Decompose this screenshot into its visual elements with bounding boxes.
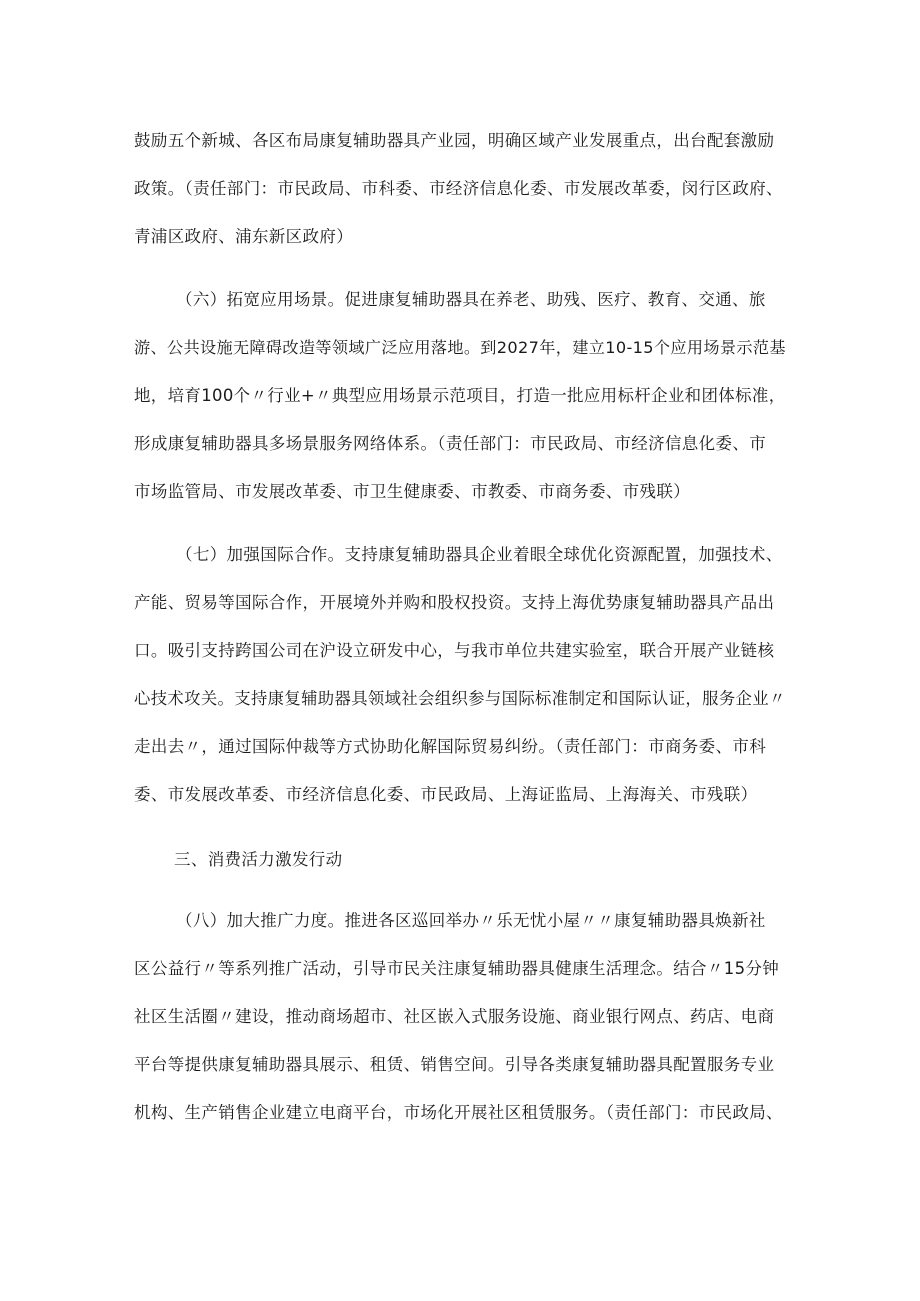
text-line: 市场监管局、市发展改革委、市卫生健康委、市教委、市商务委、市残联）: [134, 482, 691, 501]
text-line: 鼓励五个新城、各区布局康复辅助器具产业园，明确区域产业发展重点，出台配套激励: [134, 131, 775, 150]
text-line: 地，培育100个〃行业+〃典型应用场景示范项目，打造一批应用标杆企业和团体标准，: [134, 386, 786, 405]
text-line: 形成康复辅助器具多场景服务网络体系。（责任部门：市民政局、市经济信息化委、市: [134, 434, 767, 453]
text-line: 走出去〃，通过国际仲裁等方式协助化解国际贸易纠纷。（责任部门：市商务委、市科: [134, 737, 767, 756]
text-line: 平台等提供康复辅助器具展示、租赁、销售空间。引导各类康复辅助器具配置服务专业: [134, 1055, 775, 1074]
section-heading: 三、消费活力激发行动: [174, 850, 343, 869]
text-line: （七）加强国际合作。支持康复辅助器具企业着眼全球优化资源配置，加强技术、: [176, 545, 783, 564]
text-line: （八）加大推广力度。推进各区巡回举办〃乐无忧小屋〃〃康复辅助器具焕新社: [176, 911, 766, 930]
text-line: 社区生活圈〃建设，推动商场超市、社区嵌入式服务设施、商业银行网点、药店、电商: [134, 1007, 775, 1026]
text-line: 区公益行〃等系列推广活动，引导市民关注康复辅助器具健康生活理念。结合〃15分钟: [134, 959, 780, 978]
text-line: 心技术攻关。支持康复辅助器具领域社会组织参与国际标准制定和国际认证，服务企业〃: [134, 689, 786, 708]
text-line: 政策。（责任部门：市民政局、市科委、市经济信息化委、市发展改革委，闵行区政府、: [134, 179, 783, 198]
text-line: 机构、生产销售企业建立电商平台，市场化开展社区租赁服务。（责任部门：市民政局、: [134, 1103, 783, 1122]
text-line: 游、公共设施无障碍改造等领域广泛应用落地。到2027年，建立10-15个应用场景示范基: [134, 338, 786, 357]
text-line: 青浦区政府、浦东新区政府）: [134, 227, 354, 246]
text-line: 产能、贸易等国际合作，开展境外并购和股权投资。支持上海优势康复辅助器具产品出: [134, 593, 775, 612]
text-line: （六）拓宽应用场景。促进康复辅助器具在养老、助残、医疗、教育、交通、旅: [176, 290, 766, 309]
text-line: 委、市发展改革委、市经济信息化委、市民政局、上海证监局、上海海关、市残联）: [134, 785, 758, 804]
text-line: 口。吸引支持跨国公司在沪设立研发中心，与我市单位共建实验室，联合开展产业链核: [134, 641, 775, 660]
